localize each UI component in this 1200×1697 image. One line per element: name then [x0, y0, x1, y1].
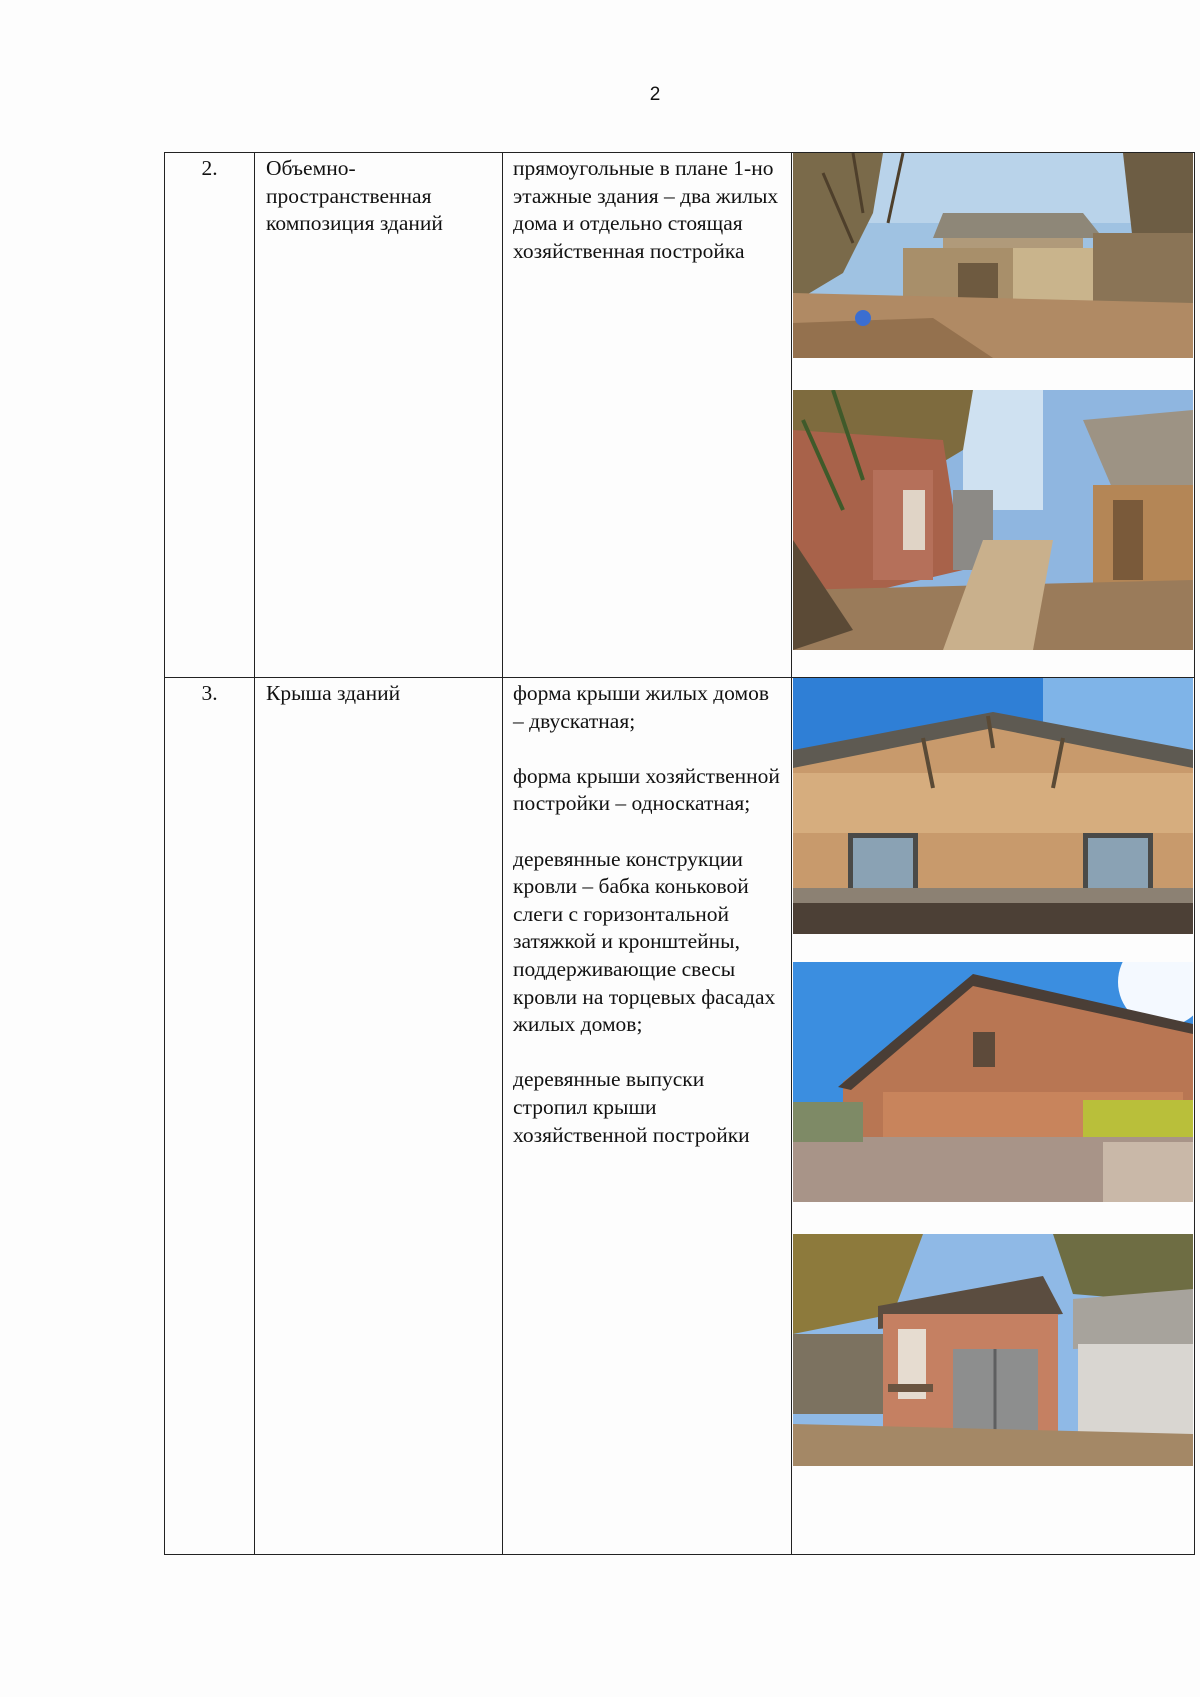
row-name: Объемно-пространственная композиция зданий: [255, 153, 503, 678]
table-row: [165, 678, 1195, 1555]
description-paragraph: форма крыши хозяйственной постройки – односкатная;: [513, 763, 780, 816]
description-paragraph: форма крыши жилых домов – двускатная;: [513, 681, 770, 733]
row-description: [503, 153, 792, 678]
photo-cell: [792, 153, 1195, 678]
page-number: 2: [649, 84, 661, 105]
row-number: 2.: [165, 153, 255, 678]
heritage-table: [164, 152, 1195, 1555]
photo-cell: [792, 678, 1195, 1555]
brick-alley-photo: [793, 390, 1193, 650]
description-paragraph: прямоугольные в плане 1-но этажные здания – два жилых дома и отдельно стоящая хозяйственная постройка: [513, 156, 779, 263]
gable-roof-photo: [793, 962, 1193, 1202]
row-name: Крыша зданий: [255, 678, 503, 1555]
description-paragraph: деревянные выпуски стропил крыши хозяйственной постройки: [513, 1067, 750, 1147]
shed-photo: [793, 1234, 1193, 1466]
gable-facade-photo: [793, 678, 1193, 934]
description-paragraph: деревянные конструкции кровли – бабка коньковой слеги с горизонтальной затяжкой и кронштейны, поддерживающие свесы кровли на торцевых фасадах жилых домов;: [513, 846, 776, 1037]
yard-houses-photo: [793, 153, 1193, 358]
row-description: [503, 678, 792, 1555]
row-number: 3.: [165, 678, 255, 1555]
table-row: [165, 153, 1195, 678]
